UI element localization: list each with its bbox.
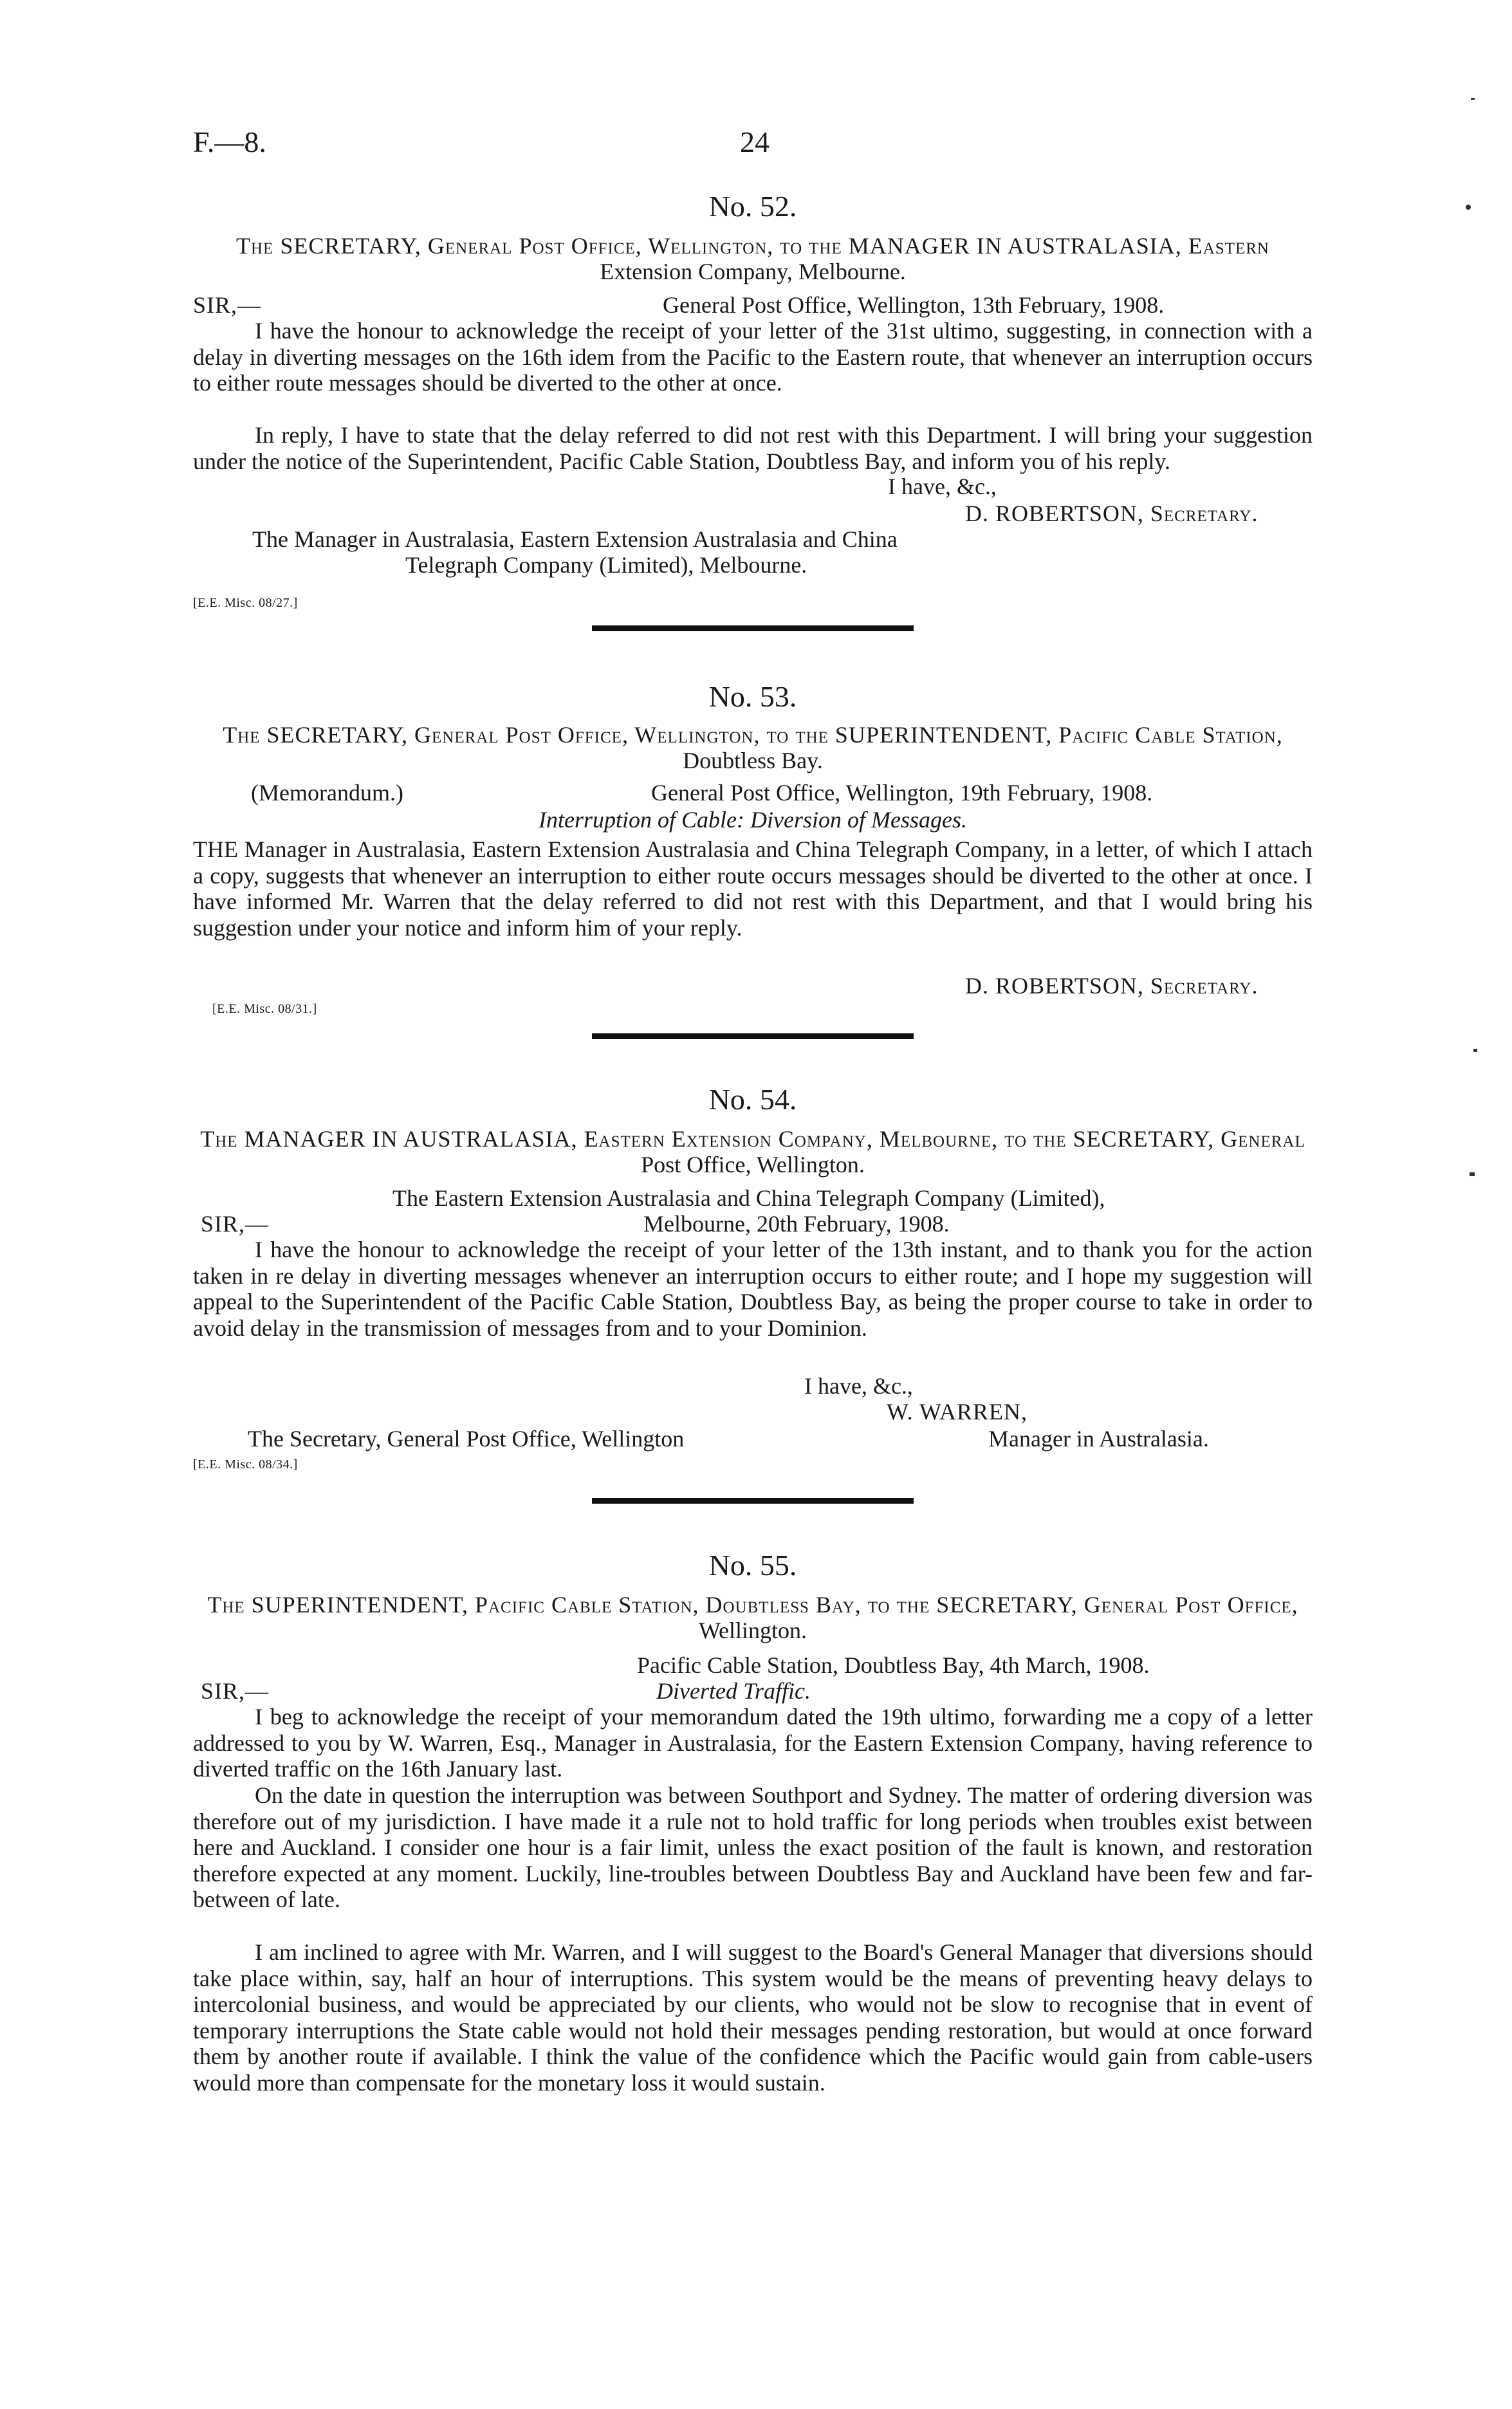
address-line: The MANAGER IN AUSTRALASIA, Eastern Extension Company, Melbourne, to the SECRETARY, General <box>200 1126 1305 1152</box>
closing: I have, &c., <box>804 1373 913 1399</box>
place-date: Melbourne, 20th February, 1908. <box>643 1211 950 1237</box>
section-divider <box>592 1498 914 1504</box>
body-paragraph: In reply, I have to state that the delay referred to did not rest with this Department. I will bring your suggestion under the notice of the Superintendent, Pacific Cable Station, Doubtless Bay, and inform you of his reply. <box>193 422 1313 474</box>
address-line: The SUPERINTENDENT, Pacific Cable Station, Doubtless Bay, to the SECRETARY, General Post Office, <box>207 1592 1298 1618</box>
body-paragraph: I have the honour to acknowledge the receipt of your letter of the 31st ultimo, suggesting, in connection with a delay in diverting messages on the 16th idem from the Pacific to the Eastern route, that whenever an interruption occurs to either route messages should be diverted to the other at once. <box>193 318 1313 396</box>
scan-speck <box>1470 1172 1475 1176</box>
subject: Interruption of Cable: Diversion of Messages. <box>539 807 967 833</box>
page-series: F.—8. <box>193 125 266 158</box>
recipient-line: The Manager in Australasia, Eastern Extension Australasia and China <box>252 526 898 552</box>
page-number: 24 <box>740 125 770 158</box>
place-date: Pacific Cable Station, Doubtless Bay, 4th March, 1908. <box>637 1652 1150 1678</box>
section-divider <box>592 625 914 631</box>
closing: I have, &c., <box>888 474 997 499</box>
place-date: General Post Office, Wellington, 13th February, 1908. <box>663 292 1165 318</box>
letter-number: No. 53. <box>708 680 797 713</box>
subject: Diverted Traffic. <box>656 1678 811 1704</box>
file-reference: [E.E. Misc. 08/27.] <box>193 596 298 610</box>
address-line: Post Office, Wellington. <box>641 1152 865 1177</box>
scan-speck <box>1466 205 1471 210</box>
salutation: SIR,— <box>201 1678 270 1704</box>
section-divider <box>592 1033 914 1039</box>
signatory-title: Manager in Australasia. <box>988 1426 1209 1452</box>
body-paragraph: I have the honour to acknowledge the receipt of your letter of the 13th instant, and to thank you for the action taken in re delay in diverting messages whenever an interruption occurs to either route; and I hope my suggestion will appeal to the Superintendent of the Pacific Cable Station, Doubtless Bay, as being the proper course to take in order to avoid delay in the transmission of messages from and to your Dominion. <box>193 1237 1313 1341</box>
body-paragraph: On the date in question the interruption was between Southport and Sydney. The matter of ordering diversion was therefore out of my jurisdiction. I have made it a rule not to hold traffic for long periods when troubles exist between here and Auckland. I consider one hour is a fair limit, unless the exact position of the fault is known, and restoration therefore expected at any moment. Luckily, line-troubles between Doubtless Bay and Auckland have been few and far-between of late. <box>193 1782 1313 1912</box>
address-line: The SECRETARY, General Post Office, Wellington, to the SUPERINTENDENT, Pacific Cable Station, <box>223 722 1283 748</box>
file-reference: [E.E. Misc. 08/34.] <box>193 1457 298 1472</box>
signature: W. WARREN, <box>887 1399 1028 1425</box>
body-paragraph: THE Manager in Australasia, Eastern Extension Australasia and China Telegraph Company, in a letter, of which I attach a copy, suggests that whenever an interruption to either route occurs messages should be diverted to the other at once. I have informed Mr. Warren that the delay referred to did not rest with this Department, and that I would bring his suggestion under your notice and inform him of your reply. <box>193 836 1313 941</box>
letter-number: No. 52. <box>708 190 797 223</box>
scan-speck <box>1471 98 1475 100</box>
signature: D. ROBERTSON, Secretary. <box>965 973 1258 999</box>
recipient-line: The Secretary, General Post Office, Wellington <box>248 1426 685 1452</box>
signature: D. ROBERTSON, Secretary. <box>965 501 1258 526</box>
salutation: SIR,— <box>201 1211 270 1237</box>
letter-number: No. 54. <box>708 1083 797 1116</box>
address-line: Wellington. <box>698 1618 807 1643</box>
scan-speck <box>1473 1049 1477 1052</box>
place-date: General Post Office, Wellington, 19th February, 1908. <box>651 780 1153 806</box>
letter-number: No. 55. <box>708 1549 797 1582</box>
place-line: The Eastern Extension Australasia and China Telegraph Company (Limited), <box>392 1185 1105 1211</box>
body-paragraph: I am inclined to agree with Mr. Warren, and I will suggest to the Board's General Manager that diversions should take place within, say, half an hour of interruptions. This system would be the means of preventing heavy delays to intercolonial business, and would be appreciated by our clients, who would not be slow to recognise that in event of temporary interruptions the State cable would not hold their messages pending restoration, but would at once forward them by another route if available. I think the value of the confidence which the Pacific would gain from cable-users would more than compensate for the monetary loss it would sustain. <box>193 1939 1313 2096</box>
file-reference: [E.E. Misc. 08/31.] <box>212 1002 317 1016</box>
body-paragraph: I beg to acknowledge the receipt of your memorandum dated the 19th ultimo, forwarding me a copy of a letter addressed to you by W. Warren, Esq., Manager in Australasia, for the Eastern Extension Company, having reference to diverted traffic on the 16th January last. <box>193 1704 1313 1782</box>
address-line: The SECRETARY, General Post Office, Wellington, to the MANAGER IN AUSTRALASIA, Eastern <box>236 233 1269 259</box>
recipient-line: Telegraph Company (Limited), Melbourne. <box>405 552 807 578</box>
salutation: SIR,— <box>193 292 262 318</box>
memorandum-label: (Memorandum.) <box>251 780 403 806</box>
address-line: Extension Company, Melbourne. <box>600 259 906 284</box>
address-line: Doubtless Bay. <box>683 748 823 773</box>
